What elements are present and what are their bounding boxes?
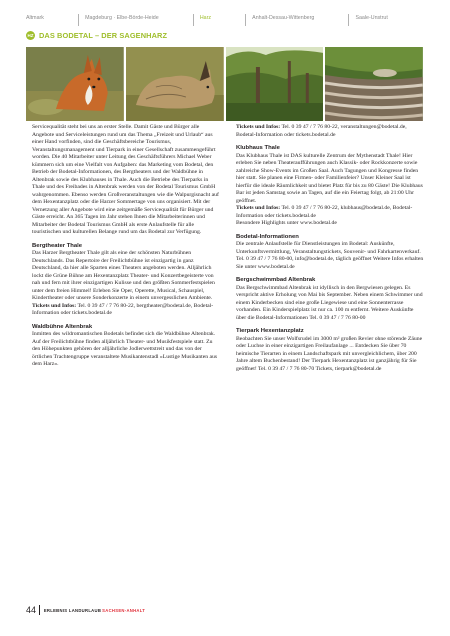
klubhaus-heading: Klubhaus Thale [236, 145, 280, 151]
contact-label: Tickets und Infos: [236, 205, 281, 211]
bergtheater-contact [32, 303, 220, 318]
page-number: 44 [26, 605, 37, 615]
contact-details: Tel. 0 39 47 / 7 76 80-22, veranstaltungen@bodetal.de, Bodetal-Information oder tickets.bodetal.de [236, 124, 407, 138]
tierpark-heading: Tierpark Hexentanzplatz [236, 328, 304, 334]
photo-strip [26, 47, 423, 121]
tab-harz[interactable]: Harz [193, 14, 245, 26]
fox-photo [26, 47, 124, 121]
lynx-photo [126, 47, 224, 121]
tierpark-paragraph: Beobachten Sie unser Wolfsrudel im 3000 m² großen Revier ohne störende Zäune oder Luchse in einer einzigartigen Freilaufanlage ... Entdecken Sie über 70 heimische Tierarten in einem Landschaftspark mit unvergleichlichem, über 200 Jahre altem Buchenbestand! Der Tierpark Hexentanzplatz ist ganzjährig für Sie geöffnet! Tel. 0 39 47 / 7 76 80-70 Tickets, tierpark@bodetal.de [236, 335, 423, 372]
open-air-theatre-photo [325, 47, 423, 121]
contact-label: Tickets und Infos: [236, 124, 281, 130]
footer-label-region: SACHSEN-ANHALT [102, 607, 146, 613]
info-paragraph: Die zentrale Anlaufstelle für Dienstleistungen im Bodetal: Auskünfte, Unterkunftsvermittlung, Veranstaltungstickets, Souvenir- und Fahrkartenverkauf. Tel. 0 39 47 / 7 76 80-00, info@bodetal.de, täglich geöffnet Weitere Infos erhalten Sie unter www.bodetal.de [236, 241, 424, 270]
region-tabs [26, 14, 422, 26]
section-title-row [26, 30, 167, 40]
waldbuehne-paragraph: Inmitten des wildromantischen Bodetals befindet sich die Waldbühne Altenbrak. Auf der Freilichtbühne finden alljährlich Theater- und Musikfestspiele statt. Zu den Höhepunkten gehören der alljährliche Jodlerwettstreit und das von der örtlichen Trachtengruppe veranstaltete Musikantenstadl »Lustige Musikanten aus dem Harz«. [32, 331, 218, 367]
tab-anhalt[interactable]: Anhalt-Dessau-Wittenberg [245, 14, 348, 26]
left-column [32, 124, 220, 369]
klubhaus-paragraph: Das Klubhaus Thale ist DAS kulturelle Zentrum der Mythenstadt Thale! Hier erleben Sie neben Theateraufführungen auch Klassik- oder Rockkonzerte sowie zahlreiche Show-Events im Großen Saal. Auch Tagungen und Kongresse finden hier statt. Sie planen eine Firmen- oder Familienfeier? Unser Kleiner Saal ist hierfür die ideale Räumlichkeit und bietet Platz für bis zu 80 Gäste! Die Klubhaus Bar ist jeden Samstag sowie an Tagen, auf die ein Feiertag folgt, ab 21:00 Uhr geöffnet. [236, 152, 423, 204]
waldbuehne-contact [236, 124, 424, 139]
forest-photo [226, 47, 324, 121]
page-title: DAS BODETAL – DER SAGENHARZ [39, 30, 168, 40]
footer-label: ERLEBNIS LANDURLAUB [43, 607, 102, 613]
bergtheater-heading: Bergtheater Thale [32, 242, 83, 249]
bergtheater-paragraph: Das Harzer Bergtheater Thale gilt als eine der schönsten Naturbühnen Deutschlands. Das Repertoire der Freilichtbühne ist einzigartig in ganz Deutschland, da hier alle Sparten eines Theaters angeboten werden. Alljährlich lockt die Grüne Bühne am Hexentanzplatz Theater- und Konzertbegeisterte von nah und fern mit ihrer einzigartigen Kulisse und den größten Sommerfestspielen unter dem freien Himmel! Erleben Sie Oper, Operette, Musical, Schauspiel, Kindertheater oder unsere Sonderkonzerte in einem unvergesslichen Ambiente. [32, 250, 215, 301]
tab-altmark[interactable]: Altmark [26, 15, 44, 21]
klubhaus-highlights: Besondere Highlights unter www.bodetal.de [236, 220, 337, 226]
section-badge: HZ [27, 32, 34, 38]
contact-label: Tickets und Infos: [32, 302, 77, 309]
page-footer [26, 604, 145, 616]
bad-heading: Bergschwimmbad Altenbrak [236, 277, 316, 283]
info-heading: Bodetal-Informationen [236, 233, 299, 240]
tab-magdeburg[interactable]: Magdeburg · Elbe-Börde-Heide [78, 14, 193, 26]
contact-details: Tel. 0 39 47 / 7 76 80-22, klubhaus@bodetal.de, Bodetal-Information oder tickets.bodetal.de [236, 205, 413, 219]
intro-paragraph: Servicequalität steht bei uns an erster Stelle. Damit Gäste und Bürger alle Angebote und Serviceleistungen rund um das Thema „Freizeit und Urlaub“ aus einer Hand vorfinden, sind die Geschäftsbereiche Tourismus, Veranstaltungsmanagement und Tierpark in einer Gesellschaft zusammengeführt worden. Die 40 Mitarbeiter unter Leitung des Geschäftsführers Michael Weber kümmern sich um eine Vielfalt von Aufgaben: das Marketing vom Bodetal, den Betrieb der Bodetal-Informationen, des Bergtheaters und der Waldbühne in Altenbrak sowie des Klubhauses in Thale. Auch die Betriebe des Tierparks in Thale und des Freibades in Altenbrak werden von der Bodetal Tourismus GmbH wahrgenommen. Ebenso werden Großveranstaltungen wie die Walpurgisnacht auf dem Hexentanzplatz oder die Harzer Sommertage von uns organisiert. Mit der Vernetzung aller Angebote wird eine zeitgemäße Servicequalität für Bürger und Gäste erreicht. An 365 Tagen im Jahr stehen Ihnen die Mitarbeiterinnen und Mitarbeiter der Bodetal Tourismus GmbH als erste Anlaufstelle für alle touristischen und kulturellen Belange rund um das Bodetal zur Verfügung. [32, 124, 219, 235]
klubhaus-contact [236, 205, 424, 220]
waldbuehne-heading: Waldbühne Altenbrak [32, 323, 93, 330]
tab-saale-unstrut[interactable]: Saale-Unstrut [348, 14, 422, 26]
right-column [236, 124, 424, 373]
contact-details: Tel. 0 39 47 / 7 76 80-22, bergtheater@bodetal.de, Bodetal-Information oder tickets.bodetal.de [32, 302, 214, 316]
bad-paragraph: Das Bergschwimmbad Altenbrak ist idyllisch in den Bergwiesen gelegen. Es verspricht aktive Erholung von Mai bis September. Neben einem Schwimmer und einem Kinderbecken sind eine große Liegewiese und eine Sonnenterrasse vorhanden. Ein Kinderspielplatz ist nur ca. 100 m entfernt. Weitere Auskünfte über die Bodetal-Informationen Tel. 0 39 47 / 7 76 80-00 [236, 284, 423, 321]
footer-divider [39, 605, 40, 615]
